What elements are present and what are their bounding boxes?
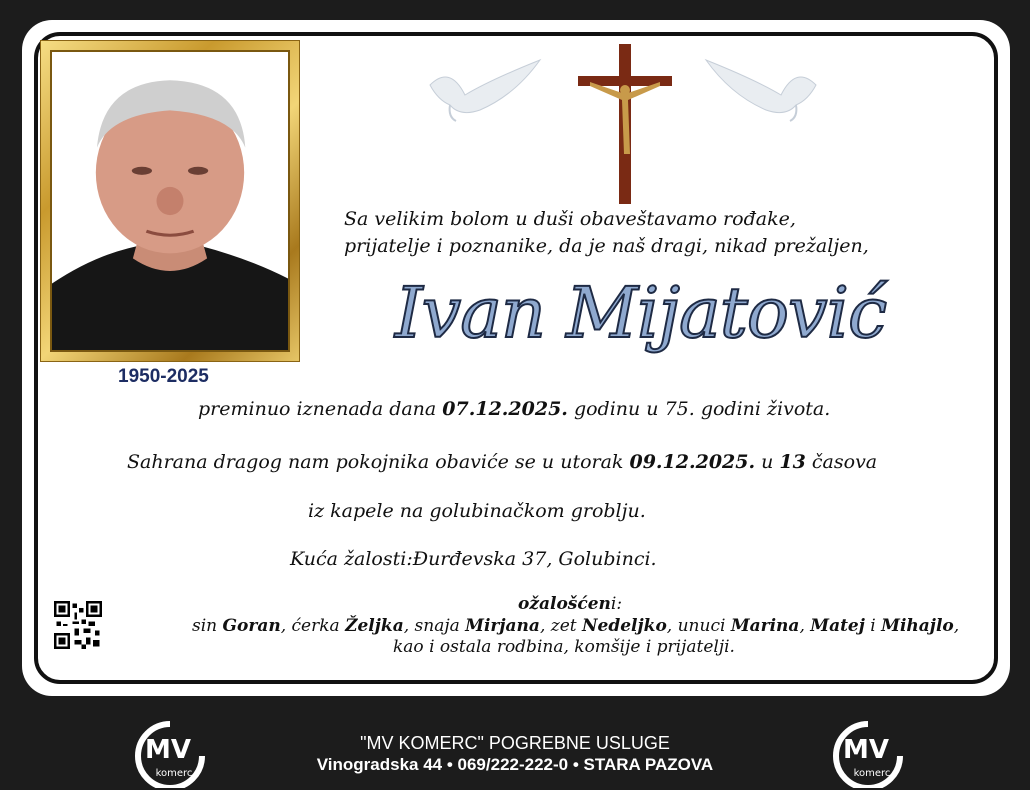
mourner-name: Marina [730,616,800,636]
death-prefix: preminuo iznenada dana [198,398,443,420]
svg-text:MV: MV [145,735,191,765]
mourner-name: Nedeljko [582,616,667,636]
portrait-frame [40,40,300,362]
mourner-relation: , [799,616,811,636]
house-of-mourning: Kuća žalosti:Đurđevska 37, Golubinci. [290,548,657,570]
funeral-line [127,451,877,473]
mourner-name: Matej [810,616,865,636]
mourner-name: Mihajlo [881,616,954,636]
mourner-relation: sin [192,616,223,636]
mourner-relation: , [953,616,960,636]
death-line [198,398,830,420]
intro-line-2: prijatelje i poznanike, da je naš dragi, nikad prežaljen, [344,235,869,257]
company-name: "MV KOMERC" POGREBNE USLUGE [360,733,670,753]
qr-code-icon[interactable] [54,601,102,649]
death-suffix: godinu u 75. godini života. [567,398,831,420]
dove-icon [420,55,550,125]
mourners-title-rest: i: [610,594,623,614]
funeral-date: 09.12.2025. [629,451,756,473]
funeral-place: iz kapele na golubinačkom groblju. [308,500,646,522]
mv-komerc-logo [826,718,908,788]
mourner-relation: , unuci [666,616,731,636]
death-date: 07.12.2025. [442,398,568,420]
mourner-relation: , ćerka [280,616,346,636]
life-years: 1950-2025 [118,366,209,387]
svg-text:komerc: komerc [853,768,891,779]
funeral-suffix: časova [805,451,878,473]
svg-text:MV: MV [843,735,889,765]
mourners-list [192,616,959,636]
mourner-relation: , snaja [403,616,466,636]
mourner-name: Željka [345,616,404,636]
company-address: Vinogradska 44 • 069/222-222-0 • STARA PAZOVA [316,755,714,774]
dove-icon [696,55,826,125]
intro-line-1: Sa velikim bolom u duši obaveštavamo rođake, [344,208,796,230]
deceased-name: Ivan Mijatović [395,272,887,354]
mourner-relation: , zet [539,616,582,636]
funeral-prefix: Sahrana dragog nam pokojnika obaviće se u utorak [127,451,630,473]
mourners-title-bold: ožalošćen [518,594,611,614]
intro-text [344,206,964,260]
svg-text:komerc: komerc [155,768,193,779]
mourner-name: Mirjana [465,616,540,636]
funeral-hour: 13 [779,451,806,473]
funeral-mid: u [755,451,780,473]
mourner-relation: i [864,616,882,636]
mourner-name: Goran [222,616,281,636]
mourners-extra: kao i ostala rodbina, komšije i prijatelji. [393,637,735,657]
mourners-title [518,594,622,614]
crucifix-icon [578,44,672,204]
portrait-photo [50,50,290,352]
